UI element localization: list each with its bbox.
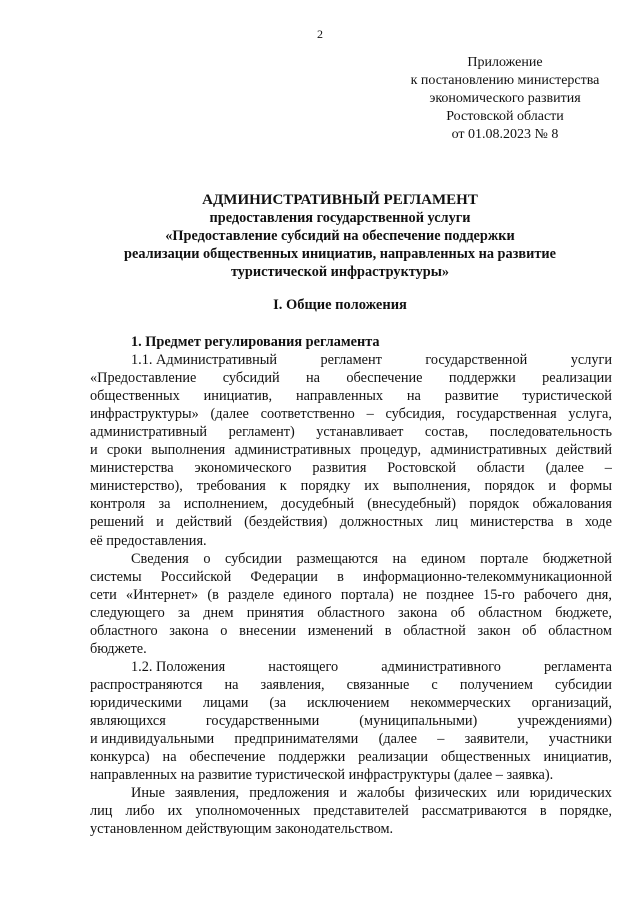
appendix-line: от 01.08.2023 № 8 (451, 127, 559, 142)
word: заявления, (260, 676, 325, 693)
word: порядке, (559, 803, 612, 820)
word: и индивидуальными (90, 731, 215, 748)
word: лиц (435, 514, 458, 531)
word: на (392, 550, 407, 567)
text-line (90, 477, 612, 495)
word: процедур, (360, 442, 422, 459)
word: Иные (131, 785, 165, 802)
word: за (158, 496, 171, 513)
word: министерства (90, 460, 174, 477)
word: днем (203, 604, 234, 621)
word: областной (403, 622, 466, 639)
word: (бездействия) (244, 514, 328, 531)
word: услуги (570, 352, 612, 369)
word: внесении (239, 622, 297, 639)
text-line (90, 513, 612, 531)
word: к (279, 478, 287, 495)
word: регламент (320, 352, 382, 369)
word: исполнением, (183, 496, 268, 513)
text-line (90, 676, 612, 694)
text-line (90, 784, 612, 802)
word: сроки (106, 442, 143, 459)
word: распространяются (90, 676, 203, 693)
word: закона (398, 604, 438, 621)
word: областного (317, 604, 385, 621)
section-heading: I. Общие положения (273, 297, 407, 313)
word: экономического (194, 460, 292, 477)
word: обеспечение (189, 749, 266, 766)
word: являющихся (90, 712, 166, 729)
word: не (402, 586, 417, 603)
word: учреждениями) (517, 712, 612, 729)
paragraph-info (90, 550, 612, 658)
word: досудебный (280, 496, 354, 513)
word: контроля (90, 496, 146, 513)
word: развития (312, 460, 367, 477)
word: регламента (544, 658, 612, 675)
text-line (90, 604, 612, 622)
word: с (431, 676, 438, 693)
title-subline: реализации общественных инициатив, направленных на развитие (124, 246, 556, 262)
word: представителей (313, 803, 409, 820)
word: на (306, 370, 321, 387)
text-line (90, 387, 612, 405)
word: 1.1. Административный (131, 352, 278, 369)
word: на (162, 749, 177, 766)
word: выполнения (151, 442, 226, 459)
word: и (90, 442, 98, 459)
word: действий (556, 442, 612, 459)
word: области (476, 460, 525, 477)
text-line (90, 586, 612, 604)
word: административного (381, 658, 501, 675)
word: закон (477, 622, 511, 639)
word: на (406, 388, 421, 405)
paragraph-1-1 (90, 351, 612, 550)
word: Российской (160, 568, 232, 585)
word: инициатив, (203, 388, 273, 405)
text-line (90, 369, 612, 387)
word: требования (196, 478, 266, 495)
word: государственной (425, 352, 528, 369)
word: государственными (205, 712, 320, 729)
word: субсидии (554, 676, 612, 693)
text-line: направленных на развитие туристической инфраструктуры (далее – заявка). (90, 767, 554, 784)
word: жалобы (357, 785, 405, 802)
word: портале (480, 550, 529, 567)
word: юридических (529, 785, 612, 802)
word: исключением (307, 694, 390, 711)
title-subline: предоставления государственной услуги (209, 210, 471, 226)
text-line (90, 730, 612, 748)
word: следующего (90, 604, 165, 621)
text-line (90, 712, 612, 730)
text-line: бюджете. (90, 640, 147, 657)
appendix-line: к постановлению министерства (410, 73, 600, 88)
word: и (339, 785, 348, 802)
word: за (178, 604, 190, 621)
word: о (203, 550, 211, 567)
word: общественных (440, 749, 531, 766)
text-line (90, 405, 612, 423)
word: предпринимателями (234, 731, 359, 748)
text-line: установленном действующим законодательством. (90, 821, 394, 838)
word: реализации (542, 370, 612, 387)
word: и (156, 514, 164, 531)
word: лицами (202, 694, 249, 711)
subsection-heading: 1. Предмет регулирования регламента (131, 334, 380, 350)
text-line (90, 423, 612, 441)
word: заявители, (464, 731, 529, 748)
document-title (90, 191, 590, 281)
word: (далее (378, 731, 417, 748)
word: туристической (522, 388, 612, 405)
text-line (90, 351, 612, 369)
text-line (90, 748, 612, 766)
title-subline: «Предоставление субсидий на обеспечение поддержки (165, 228, 515, 244)
word: субсидия, (385, 406, 445, 423)
word: – (604, 460, 612, 477)
word: действий (175, 514, 232, 531)
word: (внесудебный) (367, 496, 457, 513)
word: рассматриваются (421, 803, 527, 820)
word: разделе (228, 586, 274, 603)
word: изменений (307, 622, 374, 639)
word: развитие (444, 388, 499, 405)
word: получением (459, 676, 533, 693)
word: и (548, 478, 556, 495)
word: (за (269, 694, 287, 711)
word: регламент) (228, 424, 295, 441)
word: – (366, 406, 374, 423)
appendix-line: Ростовской области (446, 109, 564, 124)
word: позднее (426, 586, 474, 603)
word: последовательность (489, 424, 612, 441)
text-line (90, 441, 612, 459)
word: поддержки (278, 749, 346, 766)
word: либо (125, 803, 155, 820)
word: Ростовской (387, 460, 456, 477)
word: единого (283, 586, 332, 603)
word: бюджете, (555, 604, 612, 621)
word: государственная (456, 406, 557, 423)
word: рабочего (523, 586, 578, 603)
word: министерство), (90, 478, 183, 495)
word: общественных (90, 388, 180, 405)
word: лиц (90, 803, 113, 820)
word: направленных (295, 388, 384, 405)
word: об (522, 622, 537, 639)
word: уполномоченных (195, 803, 301, 820)
word: «Предоставление (90, 370, 197, 387)
word: – (437, 731, 445, 748)
word: организаций, (531, 694, 612, 711)
word: системы (90, 568, 142, 585)
word: настоящего (268, 658, 339, 675)
word: (муниципальными) (359, 712, 478, 729)
text-line: её предоставления. (90, 532, 207, 549)
word: устанавливает (316, 424, 404, 441)
word: физических (414, 785, 487, 802)
word: 15-го (483, 586, 515, 603)
word: ходе (584, 514, 612, 531)
word: предложения (249, 785, 330, 802)
word: бюджетной (542, 550, 612, 567)
word: 1.2. Положения (131, 658, 226, 675)
text-line (90, 459, 612, 477)
word: их (364, 478, 380, 495)
word: субсидии (224, 550, 282, 567)
word: (далее (210, 406, 249, 423)
word: инфраструктуры» (90, 406, 199, 423)
word: порядок (484, 478, 535, 495)
word: в (565, 514, 573, 531)
text-line (90, 622, 612, 640)
word: обжалования (532, 496, 612, 513)
page-number: 2 (317, 27, 323, 41)
word: инициатив, (543, 749, 612, 766)
appendix-line: Приложение (467, 55, 543, 70)
title-subline: туристической инфраструктуры» (230, 264, 450, 280)
word: областном (548, 622, 612, 639)
word: субсидий (222, 370, 280, 387)
word: или (497, 785, 520, 802)
word: связанные (346, 676, 410, 693)
paragraph-other-appeals (90, 784, 612, 838)
text-line (90, 802, 612, 820)
word: закона (169, 622, 209, 639)
word: некоммерческих (410, 694, 511, 711)
word: сети (90, 586, 117, 603)
word: заявления, (175, 785, 240, 802)
word: дня, (586, 586, 612, 603)
word: об (450, 604, 466, 621)
word: реализации (358, 749, 429, 766)
word: принятия (246, 604, 304, 621)
text-line (90, 694, 612, 712)
word: в (384, 622, 392, 639)
word: (далее (545, 460, 584, 477)
word: министерства (470, 514, 554, 531)
word: областного (90, 622, 158, 639)
appendix-block (385, 54, 625, 144)
word: конкурса) (90, 749, 150, 766)
word: поддержки (448, 370, 516, 387)
word: должностных (339, 514, 424, 531)
word: едином (420, 550, 466, 567)
word: «Интернет» (125, 586, 199, 603)
word: их (167, 803, 183, 820)
word: состав, (424, 424, 469, 441)
text-line (90, 495, 612, 513)
word: юридическими (90, 694, 182, 711)
body-text (90, 333, 612, 838)
word: о (220, 622, 228, 639)
word: порядок (469, 496, 520, 513)
word: административных (234, 442, 352, 459)
word: в (539, 803, 547, 820)
word: в (337, 568, 344, 585)
word: формы (569, 478, 612, 495)
word: Сведения (131, 550, 189, 567)
paragraph-1-2 (90, 658, 612, 784)
word: портала) (340, 586, 394, 603)
word: выполнения, (393, 478, 471, 495)
word: (в (207, 586, 219, 603)
word: участники (548, 731, 612, 748)
word: информационно-телекоммуникационной (363, 568, 612, 585)
word: порядку (300, 478, 351, 495)
word: обеспечение (346, 370, 423, 387)
word: на (224, 676, 239, 693)
text-line (90, 568, 612, 586)
word: административных (430, 442, 547, 459)
word: соответственно (260, 406, 355, 423)
word: административный (90, 424, 208, 441)
appendix-line: экономического развития (429, 91, 581, 106)
text-line (90, 658, 612, 676)
title-main: АДМИНИСТРАТИВНЫЙ РЕГЛАМЕНТ (202, 192, 478, 208)
word: решений (90, 514, 144, 531)
word: размещаются (296, 550, 378, 567)
word: областном (478, 604, 543, 621)
text-line (90, 550, 612, 568)
word: Федерации (250, 568, 318, 585)
word: услуга, (568, 406, 612, 423)
